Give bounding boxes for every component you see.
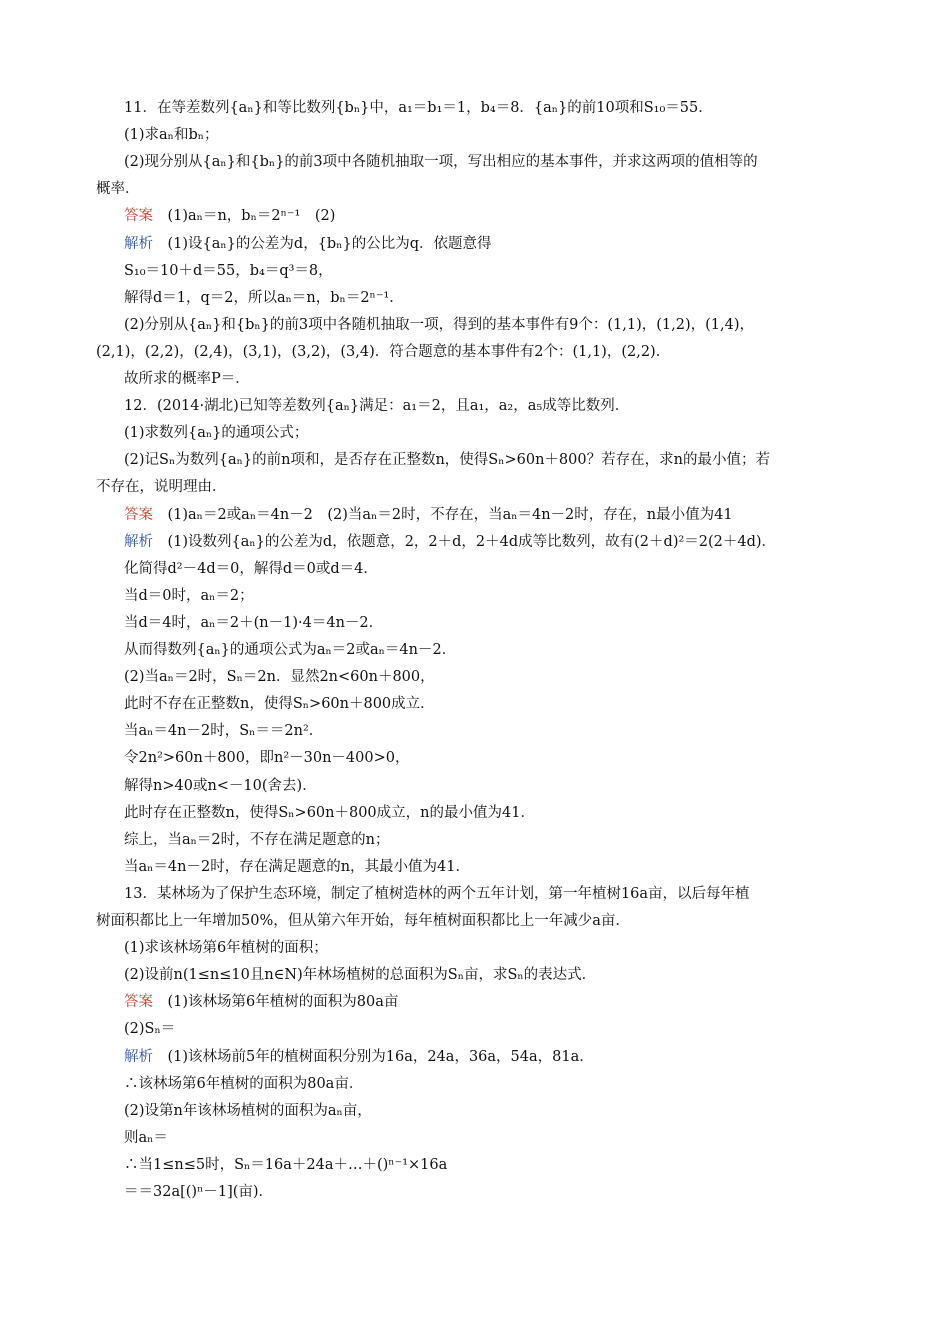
line-text: 解得d＝1，q＝2，所以aₙ＝n，bₙ＝2ⁿ⁻¹． [124, 289, 404, 306]
line-text: 此时存在正整数n，使得Sₙ>60n＋800成立，n的最小值为41． [124, 804, 535, 821]
text-line [124, 288, 404, 308]
line-text: (2)设前n(1≤n≤10且n∈N)年林场植树的总面积为Sₙ亩，求Sₙ的表达式． [124, 967, 597, 984]
text-line [124, 1047, 594, 1067]
text-line [124, 1019, 175, 1039]
line-text: (1)aₙ＝2或aₙ＝4n－2 (2)当aₙ＝2时，不存在，当aₙ＝4n－2时，存在，n最小值为41 [153, 506, 733, 523]
text-line [96, 179, 140, 199]
text-line [124, 315, 754, 335]
line-text: (2)当aₙ＝2时，Sₙ＝2n．显然2n<60n＋800， [124, 669, 435, 686]
text-line [124, 667, 435, 687]
line-text: (1)aₙ＝n，bₙ＝2ⁿ⁻¹ (2) [153, 208, 336, 225]
answer-label: 答案 [124, 506, 153, 523]
line-text: (1)设{aₙ}的公差为d，{bₙ}的公比为q．依题意得 [153, 235, 492, 252]
line-text: 综上，当aₙ＝2时，不存在满足题意的n； [124, 831, 390, 848]
text-line [124, 206, 335, 226]
text-line [124, 803, 535, 823]
line-text: ∴当1≤n≤5时，Sₙ＝16a＋24a＋…＋()ⁿ⁻¹×16a [124, 1156, 448, 1173]
line-text: 从而得数列{aₙ}的通项公式为aₙ＝2或aₙ＝4n－2． [124, 642, 457, 658]
line-text: 12．(2014·湖北)已知等差数列{aₙ}满足：a₁＝2，且a₁，a₂，a₅成等比数列． [124, 398, 630, 415]
line-text: (2)Sₙ＝ [124, 1021, 176, 1038]
analysis-label: 解析 [124, 1048, 153, 1065]
line-text: (1)该林场前5年的植树面积分别为16a，24a，36a，54a，81a． [153, 1048, 594, 1065]
line-text: 概率． [96, 181, 140, 198]
line-text: (2)分别从{aₙ}和{bₙ}的前3项中各随机抽取一项，得到的基本事件有9个：(1,1)，(1,2)，(1,4)， [124, 316, 754, 333]
text-line [124, 396, 629, 416]
text-line [96, 477, 227, 497]
text-line [124, 721, 323, 741]
line-text: 化简得d²－4d＝0，解得d＝0或d＝4． [124, 560, 378, 577]
text-line [124, 965, 596, 985]
text-line [124, 857, 470, 877]
line-text: 则aₙ＝ [124, 1129, 168, 1146]
line-text: 当d＝4时，aₙ＝2＋(n－1)·4＝4n－2． [124, 614, 384, 631]
line-text: S₁₀＝10＋d＝55，b₄＝q³＝8， [124, 262, 333, 279]
text-line [124, 938, 328, 958]
text-line [124, 586, 254, 606]
text-line [124, 640, 456, 660]
text-line [124, 1074, 363, 1094]
analysis-label: 解析 [124, 235, 153, 252]
text-line [124, 234, 491, 254]
text-line [124, 261, 333, 281]
answer-label: 答案 [124, 208, 153, 225]
line-text: 解得n>40或n<－10(舍去)． [124, 777, 317, 794]
line-text: (2)设第n年该林场植树的面积为aₙ亩， [124, 1102, 372, 1119]
analysis-label: 解析 [124, 533, 153, 550]
answer-label: 答案 [124, 994, 153, 1011]
text-line [124, 559, 378, 579]
text-line [124, 1155, 447, 1175]
line-text: (1)设数列{aₙ}的公差为d，依题意，2，2＋d，2＋4d成等比数列，故有(2＋d)²＝2(2＋4d)． [153, 533, 777, 550]
text-line [124, 1182, 273, 1202]
line-text: 不存在，说明理由． [96, 479, 227, 496]
text-line [96, 911, 630, 931]
text-line [124, 748, 409, 768]
text-line [124, 423, 308, 443]
text-line [124, 694, 435, 714]
line-text: (1)求该林场第6年植树的面积； [124, 940, 328, 957]
line-text: 当aₙ＝4n－2时，Sₙ＝＝2n²． [124, 723, 324, 740]
text-line [96, 342, 670, 362]
line-text: 当aₙ＝4n－2时，存在满足题意的n，其最小值为41． [124, 858, 470, 875]
text-line [124, 776, 317, 796]
line-text: (2)记Sₙ为数列{aₙ}的前n项和，是否存在正整数n，使得Sₙ>60n＋800？若存在，求n的最小值；若 [124, 452, 770, 469]
line-text: 树面积都比上一年增加50%，但从第六年开始，每年植树面积都比上一年减少a亩． [96, 913, 630, 929]
line-text: ＝＝32a[()ⁿ－1](亩)． [124, 1184, 274, 1200]
text-line [124, 125, 219, 145]
text-line [124, 450, 770, 470]
text-line [124, 369, 250, 389]
line-text: (2)现分别从{aₙ}和{bₙ}的前3项中各随机抽取一项，写出相应的基本事件，并求这两项的值相等的 [124, 154, 758, 171]
line-text: (2,1)，(2,2)，(2,4)，(3,1)，(3,2)，(3,4)．符合题意的基本事件有2个：(1,1)，(2,2)． [96, 343, 671, 360]
text-line [124, 98, 713, 118]
text-line [124, 830, 389, 850]
line-text: 故所求的概率P＝． [124, 371, 250, 387]
line-text: 11．在等差数列{aₙ}和等比数列{bₙ}中，a₁＝b₁＝1，b₄＝8．{aₙ}的前10项和S₁₀＝55． [124, 100, 713, 116]
text-line [124, 1128, 168, 1148]
line-text: ∴该林场第6年植树的面积为80a亩． [124, 1075, 364, 1092]
line-text: (1)该林场第6年植树的面积为80a亩 [153, 994, 399, 1011]
text-line [124, 505, 733, 525]
text-line [124, 152, 758, 172]
line-text: (1)求aₙ和bₙ； [124, 127, 219, 144]
line-text: 当d＝0时，aₙ＝2； [124, 587, 254, 604]
text-line [124, 613, 383, 633]
text-line [124, 884, 750, 904]
text-line [124, 1101, 372, 1121]
line-text: 此时不存在正整数n，使得Sₙ>60n＋800成立． [124, 696, 435, 713]
text-line [124, 532, 776, 552]
line-text: 13．某林场为了保护生态环境，制定了植树造林的两个五年计划，第一年植树16a亩，以后每年植 [124, 885, 750, 902]
line-text: 令2n²>60n＋800，即n²－30n－400>0， [124, 750, 410, 767]
text-line [124, 992, 398, 1012]
line-text: (1)求数列{aₙ}的通项公式； [124, 425, 309, 442]
